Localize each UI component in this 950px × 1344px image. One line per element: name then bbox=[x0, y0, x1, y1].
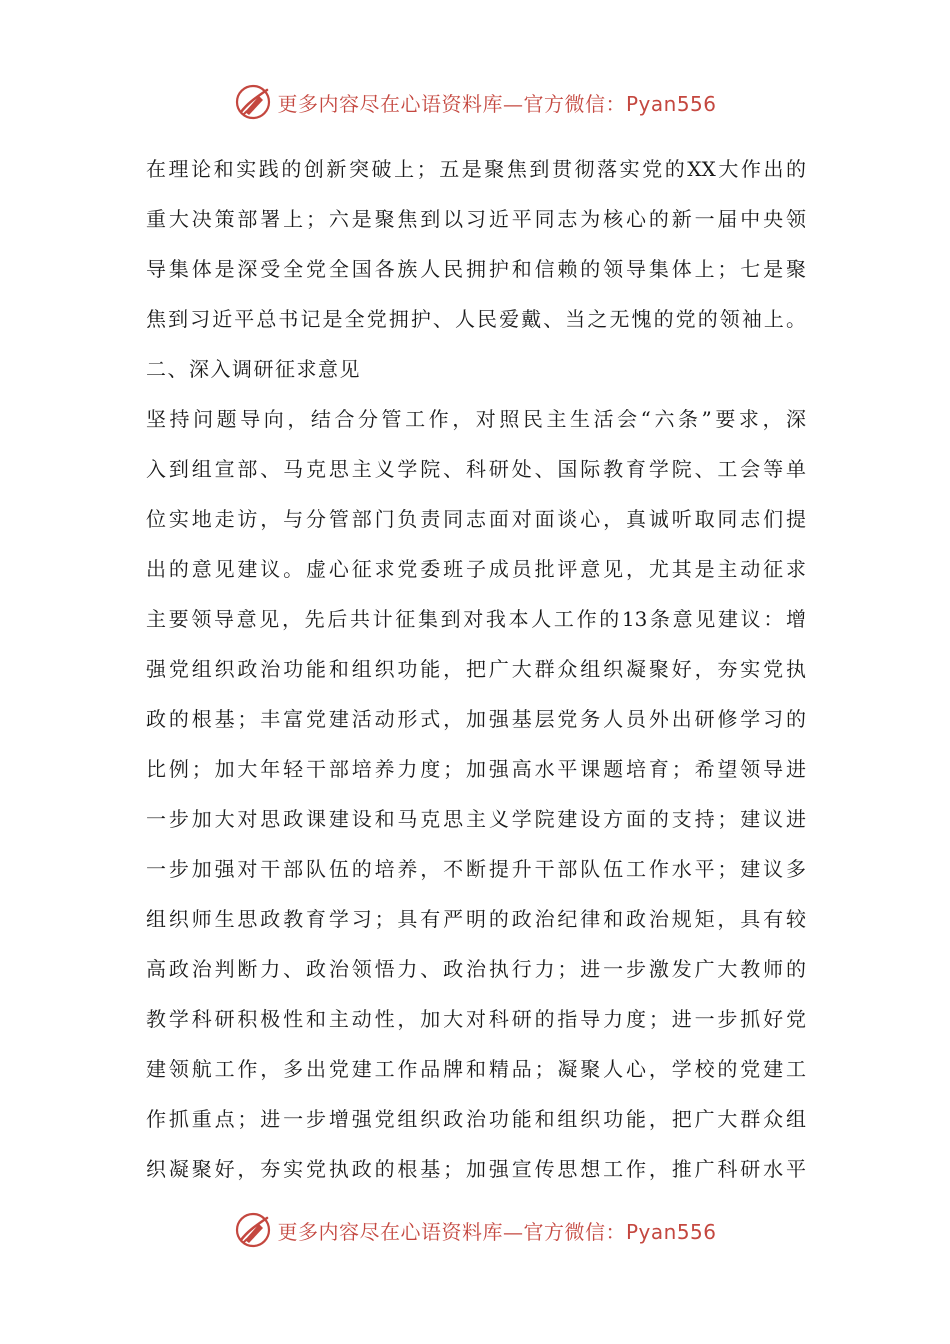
pen-logo-icon bbox=[233, 1210, 273, 1250]
watermark-label: 更多内容尽在心语资料库—官方微信： bbox=[277, 1219, 626, 1244]
text-line: 织凝聚好，夯实党执政的根基；加强宣传思想工作，推广科研水平 bbox=[146, 1157, 806, 1181]
text-line: 重大决策部署上；六是聚焦到以习近平同志为核心的新一届中央领 bbox=[146, 207, 806, 231]
text-line: 作抓重点；进一步增强党组织政治功能和组织功能，把广大群众组 bbox=[146, 1107, 806, 1131]
text-line: 出的意见建议。虚心征求党委班子成员批评意见，尤其是主动征求 bbox=[146, 557, 806, 581]
document-body bbox=[146, 144, 806, 1194]
watermark-label: 更多内容尽在心语资料库—官方微信： bbox=[277, 91, 626, 116]
text-line: 位实地走访，与分管部门负责同志面对面谈心，真诚听取同志们提 bbox=[146, 507, 806, 531]
footer-watermark bbox=[0, 1208, 950, 1252]
text-line: 比例；加大年轻干部培养力度；加强高水平课题培育；希望领导进 bbox=[146, 757, 806, 781]
text-line: 入到组宣部、马克思主义学院、科研处、国际教育学院、工会等单 bbox=[146, 457, 806, 481]
text-line: 坚持问题导向，结合分管工作，对照民主生活会“六条”要求，深 bbox=[146, 407, 806, 431]
watermark-text bbox=[277, 1216, 716, 1245]
text-line: 在理论和实践的创新突破上；五是聚焦到贯彻落实党的XX大作出的 bbox=[146, 157, 806, 181]
pen-logo-icon bbox=[233, 82, 273, 122]
text-line: 教学科研积极性和主动性，加大对科研的指导力度；进一步抓好党 bbox=[146, 1007, 806, 1031]
text-line: 一步加强对干部队伍的培养，不断提升干部队伍工作水平；建议多 bbox=[146, 857, 806, 881]
text-line: 强党组织政治功能和组织功能，把广大群众组织凝聚好，夯实党执 bbox=[146, 657, 806, 681]
text-line: 政的根基；丰富党建活动形式，加强基层党务人员外出研修学习的 bbox=[146, 707, 806, 731]
text-line: 高政治判断力、政治领悟力、政治执行力；进一步激发广大教师的 bbox=[146, 957, 806, 981]
section-heading: 二、深入调研征求意见 bbox=[146, 357, 361, 381]
header-watermark bbox=[0, 80, 950, 124]
text-line: 主要领导意见，先后共计征集到对我本人工作的13条意见建议：增 bbox=[146, 607, 806, 631]
watermark-text bbox=[277, 88, 716, 117]
text-line: 导集体是深受全党全国各族人民拥护和信赖的领导集体上；七是聚 bbox=[146, 257, 806, 281]
text-line: 建领航工作，多出党建工作品牌和精品；凝聚人心，学校的党建工 bbox=[146, 1057, 806, 1081]
text-line: 焦到习近平总书记是全党拥护、人民爱戴、当之无愧的党的领袖上。 bbox=[146, 307, 806, 331]
watermark-handle: Pyan556 bbox=[625, 1219, 717, 1244]
text-line: 组织师生思政教育学习；具有严明的政治纪律和政治规矩，具有较 bbox=[146, 907, 806, 931]
text-line: 一步加大对思政课建设和马克思主义学院建设方面的支持；建议进 bbox=[146, 807, 806, 831]
watermark-handle: Pyan556 bbox=[625, 91, 717, 116]
